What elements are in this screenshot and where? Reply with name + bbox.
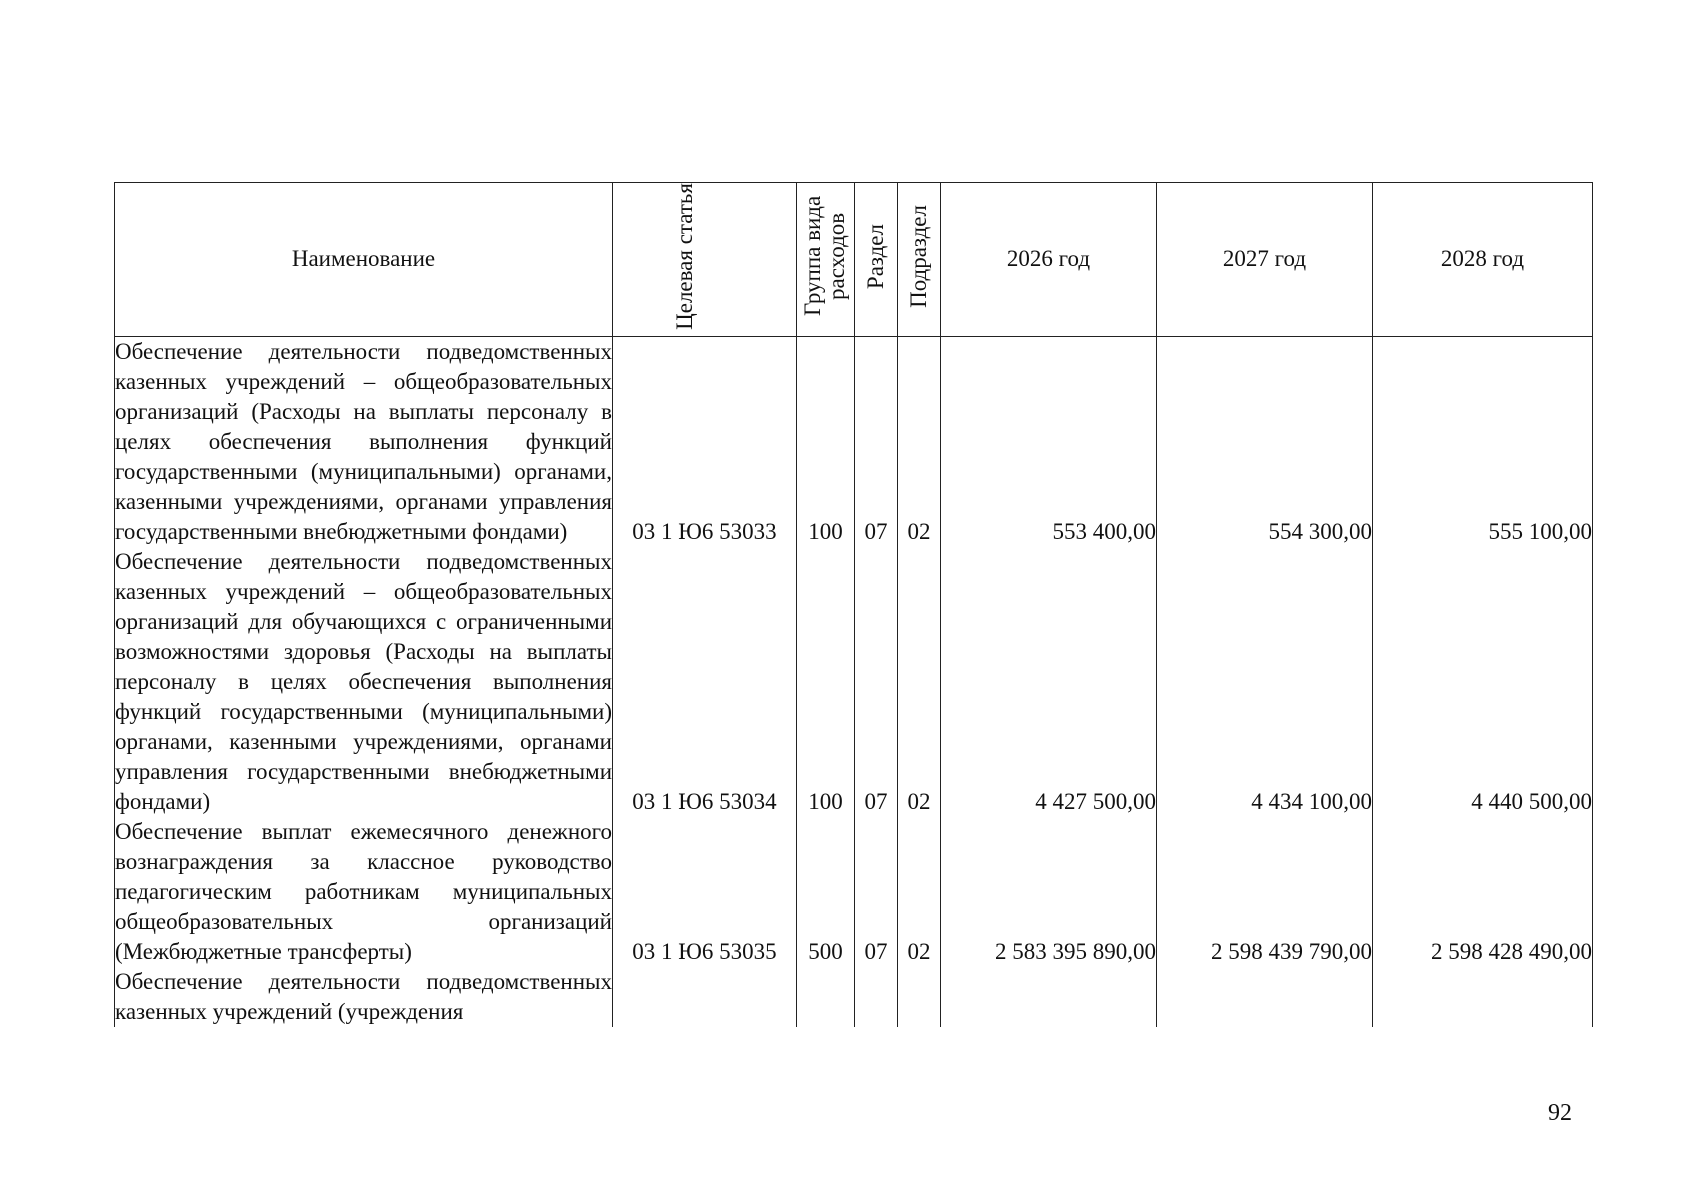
row-amount-2027: 554 300,00 [1157, 336, 1373, 547]
empty-cell [613, 967, 797, 1027]
empty-cell [898, 967, 941, 1027]
header-subsection: Подраздел [898, 183, 941, 337]
row-section: 07 [855, 817, 898, 967]
header-expense-group: Группа вида расходов [797, 183, 855, 337]
table-row [115, 547, 1593, 817]
row-expense-group: 500 [797, 817, 855, 967]
header-target-article: Целевая статья [613, 183, 797, 337]
row-amount-2026: 553 400,00 [941, 336, 1157, 547]
row-subsection: 02 [898, 817, 941, 967]
row-subsection: 02 [898, 336, 941, 547]
row-name: Обеспечение деятельности подведомственных казенных учреждений – общеобразовательных организаций (Расходы на выплаты персоналу в целях обеспечения выполнения функций государственными (муниципальными) органами, казенными учреждениями, органами управления государственными внебюджетными фондами) [115, 336, 613, 547]
budget-table [114, 182, 1593, 1027]
row-target-article: 03 1 Ю6 53033 [613, 336, 797, 547]
row-section: 07 [855, 547, 898, 817]
table-row [115, 817, 1593, 967]
row-name: Обеспечение выплат ежемесячного денежного вознаграждения за классное руководство педагогическим работникам муниципальных общеобразовательных организаций (Межбюджетные трансферты) [115, 817, 613, 967]
table-row [115, 967, 1593, 1027]
empty-cell [941, 967, 1157, 1027]
row-amount-2028: 4 440 500,00 [1373, 547, 1593, 817]
header-year-2028: 2028 год [1373, 183, 1593, 337]
row-name: Обеспечение деятельности подведомственных казенных учреждений (учреждения [115, 967, 613, 1027]
header-year-2027: 2027 год [1157, 183, 1373, 337]
row-target-article: 03 1 Ю6 53034 [613, 547, 797, 817]
header-section: Раздел [855, 183, 898, 337]
row-amount-2026: 2 583 395 890,00 [941, 817, 1157, 967]
row-amount-2028: 555 100,00 [1373, 336, 1593, 547]
row-expense-group: 100 [797, 336, 855, 547]
table-header-row [115, 183, 1593, 337]
row-amount-2027: 2 598 439 790,00 [1157, 817, 1373, 967]
row-name: Обеспечение деятельности подведомственных казенных учреждений – общеобразовательных организаций для обучающихся с ограниченными возможностями здоровья (Расходы на выплаты персоналу в целях обеспечения выполнения функций государственными (муниципальными) органами, казенными учреждениями, органами управления государственными внебюджетными фондами) [115, 547, 613, 817]
header-name: Наименование [115, 183, 613, 337]
row-amount-2026: 4 427 500,00 [941, 547, 1157, 817]
table-row [115, 336, 1593, 547]
empty-cell [1157, 967, 1373, 1027]
empty-cell [797, 967, 855, 1027]
header-year-2026: 2026 год [941, 183, 1157, 337]
row-section: 07 [855, 336, 898, 547]
row-amount-2028: 2 598 428 490,00 [1373, 817, 1593, 967]
empty-cell [1373, 967, 1593, 1027]
page-number: 92 [1548, 1100, 1572, 1126]
row-target-article: 03 1 Ю6 53035 [613, 817, 797, 967]
row-amount-2027: 4 434 100,00 [1157, 547, 1373, 817]
empty-cell [855, 967, 898, 1027]
row-subsection: 02 [898, 547, 941, 817]
row-expense-group: 100 [797, 547, 855, 817]
